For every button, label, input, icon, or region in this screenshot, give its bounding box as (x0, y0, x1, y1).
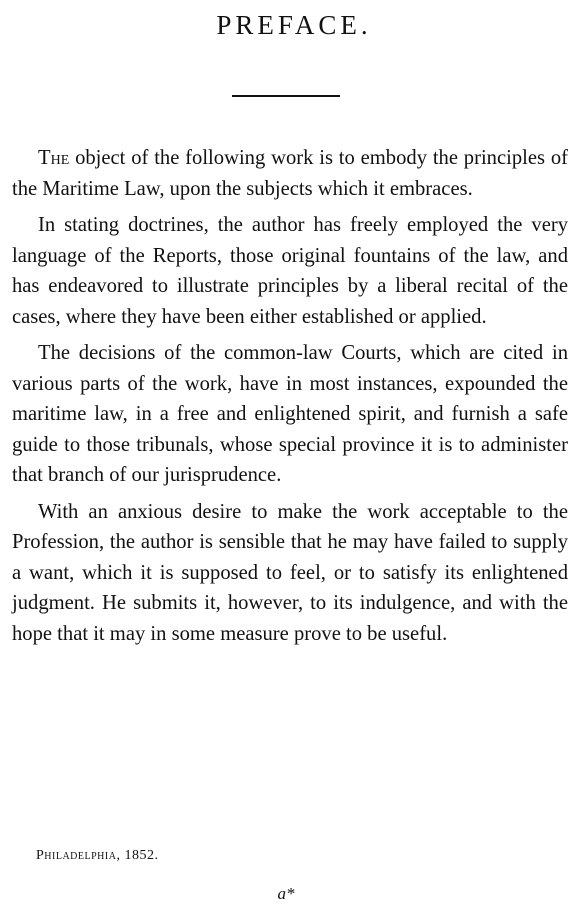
preface-paragraph-1 (12, 143, 568, 204)
title-divider-rule (232, 95, 340, 97)
paragraph-text: object of the following work is to embody the principles of the Maritime Law, upon the subjects which it embraces. (12, 147, 568, 200)
signature-mark (0, 884, 588, 904)
paragraph-lead-word: The (38, 147, 70, 169)
paragraph-text: With an anxious desire to make the work acceptable to the Profession, the author is sensible that he may have failed to supply a want, which it is supposed to feel, or to satisfy its enlightened judgment. He submits it, however, to its indulgence, and with the hope that it may in some measure prove to be useful. (12, 500, 568, 645)
place-date-line: Philadelphia, 1852. (36, 848, 159, 863)
paragraph-text: In stating doctrines, the author has freely employed the very language of the Reports, those original fountains of the law, and has endeavored to illustrate principles by a liberal recital of the cases, where they have been either established or applied. (12, 214, 568, 328)
page-title: PREFACE. (216, 10, 372, 40)
preface-paragraph-2 (12, 210, 568, 332)
preface-body (12, 143, 568, 649)
paragraph-text: The decisions of the common-law Courts, which are cited in various parts of the work, have in most instances, expounded the maritime law, in a free and enlightened spirit, and furnish a safe guide to those tribunals, whose special province it is to administer that branch of our jurisprudence. (12, 342, 568, 486)
preface-paragraph-4 (12, 497, 568, 650)
signature-mark-text: a* (277, 884, 295, 903)
preface-paragraph-3 (12, 338, 568, 491)
